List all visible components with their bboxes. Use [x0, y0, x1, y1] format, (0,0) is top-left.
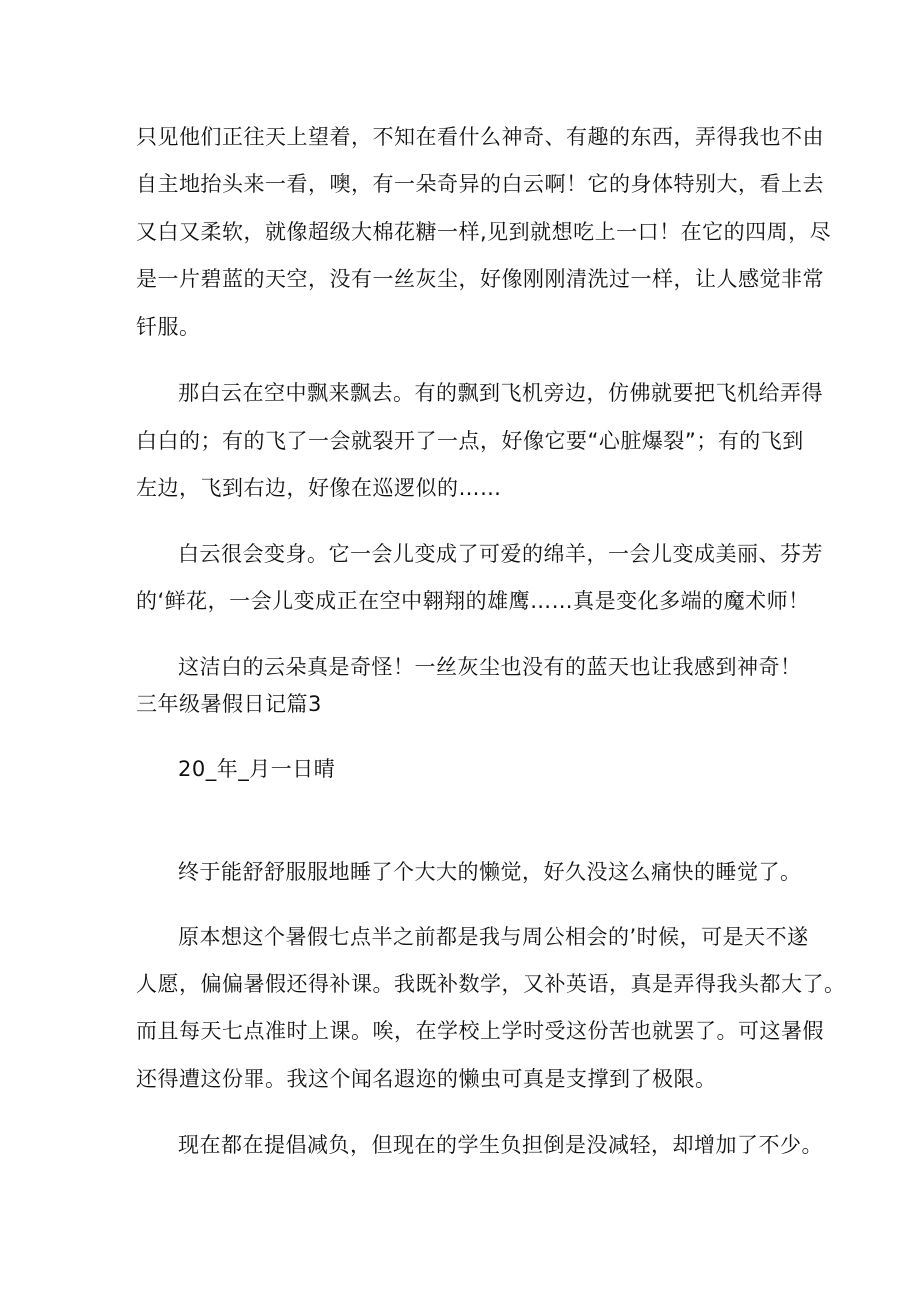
text-line: 左边，飞到右边，好像在巡逻似的…… [136, 476, 502, 500]
text-line: 白云很会变身。它一会儿变成了可爱的绵羊，一会儿变成美丽、芬芳 [178, 542, 823, 566]
text-line: 现在都在提倡减负，但现在的学生负担倒是没减轻，却增加了不少。 [178, 1133, 823, 1157]
text-line: 这洁白的云朵真是奇怪！一丝灰尘也没有的蓝天也让我感到神奇！ [178, 655, 802, 679]
text-line: 白白的；有的飞了一会就裂开了一点，好像它要“心脏爆裂”；有的飞到 [136, 429, 804, 453]
text-line: 钎服。 [136, 315, 201, 339]
text-line: 原本想这个暑假七点半之前都是我与周公相会的’时候，可是天不遂 [178, 925, 809, 949]
text-line: 那白云在空中飘来飘去。有的飘到飞机旁边，仿佛就要把飞机给弄得 [178, 381, 823, 405]
text-line: 又白又柔软，就像超级大棉花糖一样,见到就想吃上一口！在它的四周，尽 [136, 220, 832, 244]
text-line: 是一片碧蓝的天空，没有一丝灰尘，好像刚刚清洗过一样，让人感觉非常 [136, 267, 824, 291]
text-line: 终于能舒舒服服地睡了个大大的懒觉，好久没这么痛快的睡觉了。 [178, 860, 802, 884]
text-line: 而且每天七点准时上课。唉，在学校上学时受这份苦也就罢了。可这暑假 [136, 1019, 824, 1043]
text-line: 人愿，偏偏暑假还得补课。我既补数学，又补英语，真是弄得我头都大了。 [136, 972, 846, 996]
text-line: 自主地抬头来一看，噢，有一朵奇异的白云啊！它的身体特别大，看上去 [136, 172, 824, 196]
text-line: 只见他们正往天上望着，不知在看什么神奇、有趣的东西，弄得我也不由 [136, 125, 824, 149]
text-line: 的‘鲜花，一会儿变成正在空中翱翔的雄鹰……真是变化多端的魔术师！ [136, 589, 810, 613]
diary-date: 20_年_月一日晴 [178, 757, 336, 781]
text-line: 还得遭这份罪。我这个闻名遐迩的懒虫可真是支撑到了极限。 [136, 1067, 717, 1091]
section-heading: 三年级暑假日记篇3 [136, 692, 322, 716]
